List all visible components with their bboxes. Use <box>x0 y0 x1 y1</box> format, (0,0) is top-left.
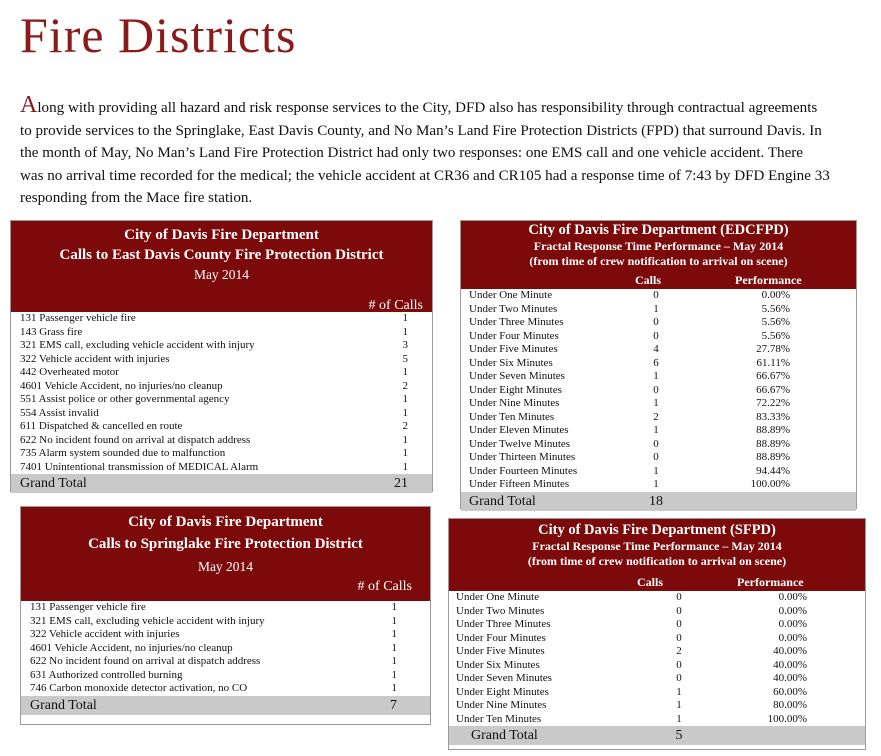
performance-percent: 40.00% <box>773 672 807 684</box>
grand-total-label: Grand Total <box>20 476 87 491</box>
time-bucket: Under One Minute <box>456 591 540 603</box>
table-row <box>11 339 432 353</box>
table-row <box>461 465 856 479</box>
call-count: 1 <box>391 682 397 694</box>
call-count: 1 <box>391 614 397 627</box>
time-bucket: Under Three Minutes <box>456 618 551 630</box>
incident-type: 4601 Vehicle Accident, no injuries/no cleanup <box>30 641 233 654</box>
incident-type: 143 Grass fire <box>20 325 83 338</box>
incident-type: 322 Vehicle accident with injuries <box>20 352 170 365</box>
table-row <box>461 357 856 371</box>
time-bucket: Under Four Minutes <box>469 329 559 342</box>
table-row <box>461 384 856 398</box>
edc-performance-header <box>461 221 856 289</box>
springlake-performance-column-headers <box>449 575 865 589</box>
performance-percent: 0.00% <box>761 289 790 301</box>
call-count: 0 <box>653 316 659 328</box>
springlake-performance-rows <box>449 591 865 745</box>
incident-type: 131 Passenger vehicle fire <box>20 312 136 324</box>
intro-text: long with providing all hazard and risk response services to the City, DFD also has responsibility through contractual agreements to provide services to the Springlake, East Davis County, and No Man’s Land Fire Protection Districts (FPD) that surround Davis. In the month of May, No Man’s Land Fire Protection District had only two responses: one EMS call and one vehicle accident. There was no arrival time recorded for the medical; the vehicle accident at CR36 and CR105 had a response time of 7:43 by DFD Engine 33 responding from the Mace fire station. <box>20 100 830 207</box>
grand-total-label: Grand Total <box>471 728 538 743</box>
table-row <box>21 642 430 656</box>
call-count: 1 <box>391 655 397 667</box>
call-count: 1 <box>402 393 408 405</box>
edc-performance-rows <box>461 289 856 511</box>
performance-percent: 27.78% <box>756 343 790 355</box>
call-count: 1 <box>653 397 659 409</box>
call-count: 1 <box>653 302 659 315</box>
table-row <box>21 669 430 683</box>
call-count: 1 <box>402 460 408 473</box>
time-bucket: Under Thirteen Minutes <box>469 451 576 463</box>
table-row <box>449 699 865 713</box>
performance-percent: 0.00% <box>778 618 807 630</box>
incident-type: 631 Authorized controlled burning <box>30 668 183 681</box>
time-bucket: Under Ten Minutes <box>456 712 542 725</box>
intro-paragraph <box>20 93 830 210</box>
incident-type: 622 No incident found on arrival at dispatch address <box>30 655 261 667</box>
table-row <box>11 366 432 380</box>
time-bucket: Under Eight Minutes <box>469 383 562 396</box>
call-count: 1 <box>653 370 659 382</box>
call-count: 1 <box>402 447 408 459</box>
performance-percent: 80.00% <box>773 699 807 711</box>
time-bucket: Under Seven Minutes <box>469 370 565 382</box>
springlake-performance-table <box>448 518 866 750</box>
edc-calls-rows <box>11 312 432 493</box>
table-row <box>461 370 856 384</box>
time-bucket: Under Four Minutes <box>456 631 546 644</box>
time-bucket: Under Three Minutes <box>469 316 564 328</box>
call-count: 2 <box>653 410 659 423</box>
call-count: 1 <box>402 325 408 338</box>
call-count: 0 <box>653 451 659 463</box>
time-bucket: Under Five Minutes <box>469 343 558 355</box>
call-count: 0 <box>676 658 682 671</box>
springlake-calls-header <box>21 507 430 601</box>
time-bucket: Under Two Minutes <box>469 302 558 315</box>
performance-percent: 83.33% <box>756 410 790 423</box>
springlake-calls-header-line3: May 2014 <box>197 559 254 574</box>
table-row <box>449 659 865 673</box>
call-count: 0 <box>653 289 659 301</box>
springlake-performance-grand-total <box>449 726 865 745</box>
performance-percent: 61.11% <box>756 356 790 369</box>
table-row <box>449 618 865 632</box>
table-row <box>21 615 430 629</box>
table-row <box>21 655 430 669</box>
time-bucket: Under Eight Minutes <box>456 685 549 698</box>
time-bucket: Under Nine Minutes <box>469 397 560 409</box>
table-row <box>11 420 432 434</box>
springlake-calls-header-line2: Calls to Springlake Fire Protection District <box>88 536 363 552</box>
call-count: 0 <box>676 591 682 603</box>
table-row <box>461 316 856 330</box>
incident-type: 321 EMS call, excluding vehicle accident with injury <box>20 339 255 351</box>
table-row <box>449 672 865 686</box>
drop-cap: A <box>20 92 38 118</box>
call-count: 0 <box>676 631 682 644</box>
table-row <box>449 645 865 659</box>
call-count: 0 <box>653 329 659 342</box>
call-count: 1 <box>676 685 682 698</box>
grand-total-label: Grand Total <box>30 697 97 713</box>
grand-total-value: 18 <box>649 493 663 509</box>
table-row <box>461 451 856 465</box>
call-count: 1 <box>391 601 397 613</box>
performance-percent: 100.00% <box>750 478 790 490</box>
incident-type: 611 Dispatched & cancelled en route <box>20 420 183 432</box>
table-row <box>11 393 432 407</box>
call-count: 1 <box>402 366 408 378</box>
call-count: 3 <box>402 339 408 351</box>
springlake-calls-rows <box>21 601 430 715</box>
edc-calls-column-header: # of Calls <box>368 298 423 313</box>
performance-percent: 72.22% <box>756 397 790 409</box>
call-count: 0 <box>676 618 682 630</box>
call-count: 1 <box>676 699 682 711</box>
time-bucket: Under Twelve Minutes <box>469 437 571 450</box>
grand-total-value: 5 <box>675 728 683 743</box>
call-count: 5 <box>402 352 408 365</box>
call-count: 1 <box>653 478 659 490</box>
incident-type: 622 No incident found on arrival at dispatch address <box>20 433 251 446</box>
call-count: 2 <box>402 379 408 392</box>
table-row <box>449 686 865 700</box>
call-count: 0 <box>676 604 682 617</box>
call-count: 0 <box>653 437 659 450</box>
call-count: 2 <box>676 645 682 657</box>
call-count: 0 <box>653 383 659 396</box>
edc-calls-grand-total <box>11 474 432 493</box>
time-bucket: Under Eleven Minutes <box>469 424 569 436</box>
springlake-calls-header-line1: City of Davis Fire Department <box>128 514 323 530</box>
call-count: 4 <box>653 343 659 355</box>
performance-column-header: Performance <box>735 273 802 287</box>
time-bucket: Under Fourteen Minutes <box>469 464 578 477</box>
springlake-performance-header <box>449 519 865 591</box>
performance-percent: 88.89% <box>756 451 790 463</box>
performance-percent: 40.00% <box>773 645 807 657</box>
call-count: 1 <box>402 312 408 324</box>
edc-calls-header <box>11 221 432 312</box>
edc-performance-header-line1: City of Davis Fire Department (EDCFPD) <box>528 222 789 238</box>
table-row <box>461 424 856 438</box>
time-bucket: Under One Minute <box>469 289 553 301</box>
call-count: 1 <box>391 668 397 681</box>
incident-type: 321 EMS call, excluding vehicle accident with injury <box>30 614 265 627</box>
incident-type: 7401 Unintentional transmission of MEDICAL Alarm <box>20 460 259 473</box>
table-row <box>11 326 432 340</box>
table-row <box>21 628 430 642</box>
performance-percent: 5.56% <box>761 329 790 342</box>
table-row <box>449 605 865 619</box>
table-row <box>449 591 865 605</box>
incident-type: 735 Alarm system sounded due to malfunction <box>20 447 226 459</box>
table-row <box>461 397 856 411</box>
performance-percent: 100.00% <box>767 712 807 725</box>
incident-type: 554 Assist invalid <box>20 406 99 419</box>
time-bucket: Under Ten Minutes <box>469 410 555 423</box>
table-row <box>461 303 856 317</box>
time-bucket: Under Six Minutes <box>456 658 540 671</box>
performance-percent: 88.89% <box>756 437 790 450</box>
performance-percent: 0.00% <box>778 604 807 617</box>
calls-column-header: Calls <box>637 575 664 589</box>
table-row <box>11 461 432 475</box>
performance-percent: 40.00% <box>773 658 807 671</box>
table-row <box>21 601 430 615</box>
edc-calls-header-line2: Calls to East Davis County Fire Protection District <box>59 247 384 263</box>
edc-calls-header-line1: City of Davis Fire Department <box>124 227 319 243</box>
table-row <box>11 380 432 394</box>
performance-percent: 94.44% <box>756 464 790 477</box>
table-row <box>11 312 432 326</box>
springlake-calls-column-header: # of Calls <box>357 579 412 594</box>
time-bucket: Under Fifteen Minutes <box>469 478 570 490</box>
table-row <box>11 447 432 461</box>
performance-percent: 5.56% <box>761 302 790 315</box>
grand-total-value: 21 <box>394 476 408 491</box>
call-count: 1 <box>653 424 659 436</box>
table-row <box>11 407 432 421</box>
performance-percent: 5.56% <box>761 316 790 328</box>
springlake-calls-grand-total <box>21 696 430 715</box>
performance-percent: 0.00% <box>778 631 807 644</box>
call-count: 2 <box>402 420 408 432</box>
performance-percent: 66.67% <box>756 370 790 382</box>
incident-type: 746 Carbon monoxide detector activation, no CO <box>30 682 248 694</box>
edc-performance-column-headers <box>461 273 856 287</box>
performance-percent: 88.89% <box>756 424 790 436</box>
table-row <box>11 434 432 448</box>
incident-type: 442 Overheated motor <box>20 366 119 378</box>
call-count: 1 <box>653 464 659 477</box>
performance-percent: 60.00% <box>773 685 807 698</box>
edc-performance-grand-total <box>461 492 856 511</box>
springlake-performance-header-line3: (from time of crew notification to arrival on scene) <box>527 554 787 568</box>
performance-percent: 0.00% <box>778 591 807 603</box>
table-row <box>11 353 432 367</box>
edc-performance-table <box>460 220 857 509</box>
call-count: 1 <box>391 628 397 640</box>
grand-total-label: Grand Total <box>469 493 536 509</box>
springlake-performance-header-line1: City of Davis Fire Department (SFPD) <box>538 522 776 538</box>
performance-column-header: Performance <box>737 575 804 589</box>
call-count: 1 <box>391 641 397 654</box>
call-count: 6 <box>653 356 659 369</box>
springlake-performance-header-line2: Fractal Response Time Performance – May 2014 <box>532 539 782 553</box>
incident-type: 551 Assist police or other governmental agency <box>20 393 230 405</box>
call-count: 1 <box>402 406 408 419</box>
incident-type: 4601 Vehicle Accident, no injuries/no cleanup <box>20 379 223 392</box>
time-bucket: Under Six Minutes <box>469 356 553 369</box>
table-row <box>461 478 856 492</box>
performance-percent: 66.67% <box>756 383 790 396</box>
table-row <box>461 343 856 357</box>
table-row <box>449 713 865 727</box>
page-title: Fire Districts <box>20 7 297 63</box>
table-row <box>461 438 856 452</box>
table-row <box>461 289 856 303</box>
springlake-calls-table <box>20 506 431 725</box>
time-bucket: Under Two Minutes <box>456 604 545 617</box>
edc-calls-table <box>10 220 433 492</box>
edc-performance-header-line2: Fractal Response Time Performance – May 2014 <box>533 239 784 253</box>
call-count: 0 <box>676 672 682 684</box>
grand-total-spacer <box>705 726 865 745</box>
edc-performance-header-line3: (from time of crew notification to arrival on scene) <box>529 254 788 268</box>
table-row <box>21 682 430 696</box>
table-row <box>449 632 865 646</box>
call-count: 1 <box>402 433 408 446</box>
table-row <box>461 330 856 344</box>
time-bucket: Under Seven Minutes <box>456 672 552 684</box>
incident-type: 322 Vehicle accident with injuries <box>30 628 180 640</box>
table-row <box>461 411 856 425</box>
incident-type: 131 Passenger vehicle fire <box>30 601 146 613</box>
time-bucket: Under Nine Minutes <box>456 699 547 711</box>
call-count: 1 <box>676 712 682 725</box>
edc-calls-header-line3: May 2014 <box>193 267 250 282</box>
time-bucket: Under Five Minutes <box>456 645 545 657</box>
grand-total-spacer <box>678 492 856 511</box>
calls-column-header: Calls <box>635 273 662 287</box>
grand-total-value: 7 <box>390 697 397 713</box>
